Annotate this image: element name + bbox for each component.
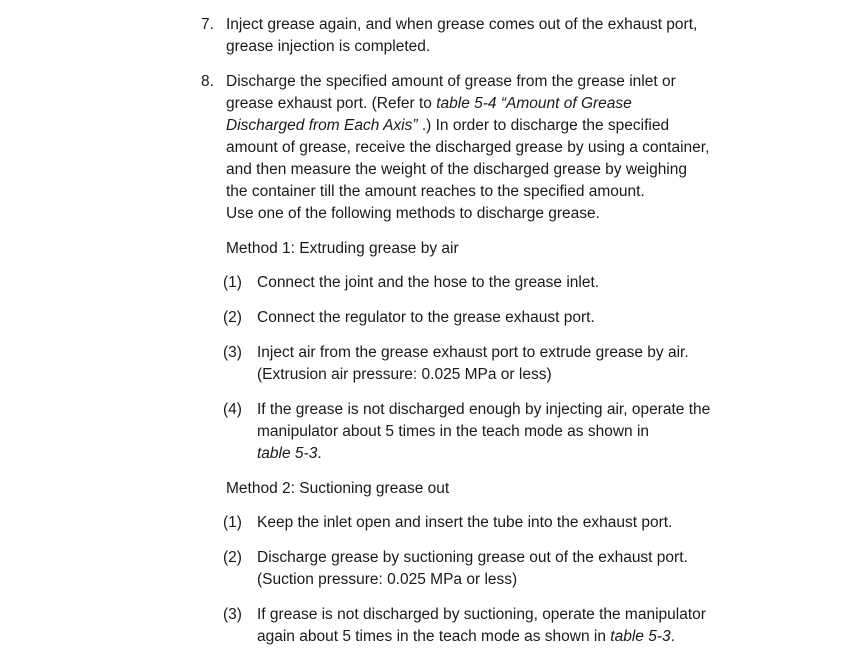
- step-text-segment: .: [317, 445, 322, 462]
- sub-step-number: (2): [223, 309, 242, 326]
- step-text: Discharge the specified amount of grease from the grease inlet or: [226, 73, 676, 90]
- sub-step-text: (Extrusion air pressure: 0.025 MPa or less): [257, 366, 552, 383]
- step-text-segment: .: [670, 628, 675, 645]
- step-text: grease injection is completed.: [226, 38, 431, 55]
- sub-step-text: manipulator about 5 times in the teach mode as shown in: [257, 423, 650, 440]
- step-text: Inject grease again, and when grease comes out of the exhaust port,: [226, 16, 698, 33]
- step-text: [226, 93, 632, 115]
- sub-step-text: Inject air from the grease exhaust port to extrude grease by air.: [257, 344, 689, 361]
- sub-step-text: Connect the regulator to the grease exhaust port.: [257, 309, 595, 326]
- sub-step-text: [257, 626, 675, 648]
- sub-step-text: (Suction pressure: 0.025 MPa or less): [257, 571, 518, 588]
- step-number: 8.: [201, 73, 214, 90]
- sub-step-number: (3): [223, 344, 242, 361]
- step-text: and then measure the weight of the discharged grease by weighing: [226, 161, 687, 178]
- step-text-segment: again about 5 times in the teach mode as shown in: [257, 628, 611, 645]
- table-reference: table 5-3: [610, 628, 671, 645]
- table-reference: Discharged from Each Axis”: [226, 117, 418, 134]
- table-reference: table 5-4 “Amount of Grease: [436, 95, 632, 112]
- sub-step-number: (2): [223, 549, 242, 566]
- sub-step-number: (1): [223, 514, 242, 531]
- sub-step-text: Keep the inlet open and insert the tube into the exhaust port.: [257, 514, 673, 531]
- step-text: [226, 115, 669, 137]
- step-text-segment: .) In order to discharge the specified: [417, 117, 670, 134]
- sub-step-number: (4): [223, 401, 242, 418]
- step-number: 7.: [201, 16, 214, 33]
- sub-step-text: [257, 443, 322, 465]
- step-text: amount of grease, receive the discharged grease by using a container,: [226, 139, 710, 156]
- sub-step-text: Discharge grease by suctioning grease out of the exhaust port.: [257, 549, 688, 566]
- sub-step-text: If the grease is not discharged enough by injecting air, operate the: [257, 401, 711, 418]
- method-heading: Method 1: Extruding grease by air: [226, 240, 459, 257]
- sub-step-text: If grease is not discharged by suctioning, operate the manipulator: [257, 606, 706, 623]
- sub-step-number: (3): [223, 606, 242, 623]
- step-text: the container till the amount reaches to the specified amount.: [226, 183, 645, 200]
- step-text: Use one of the following methods to discharge grease.: [226, 205, 600, 222]
- step-text-segment: grease exhaust port. (Refer to: [226, 95, 437, 112]
- table-reference: table 5-3: [257, 445, 318, 462]
- method-heading: Method 2: Suctioning grease out: [226, 480, 450, 497]
- sub-step-text: Connect the joint and the hose to the grease inlet.: [257, 274, 600, 291]
- sub-step-number: (1): [223, 274, 242, 291]
